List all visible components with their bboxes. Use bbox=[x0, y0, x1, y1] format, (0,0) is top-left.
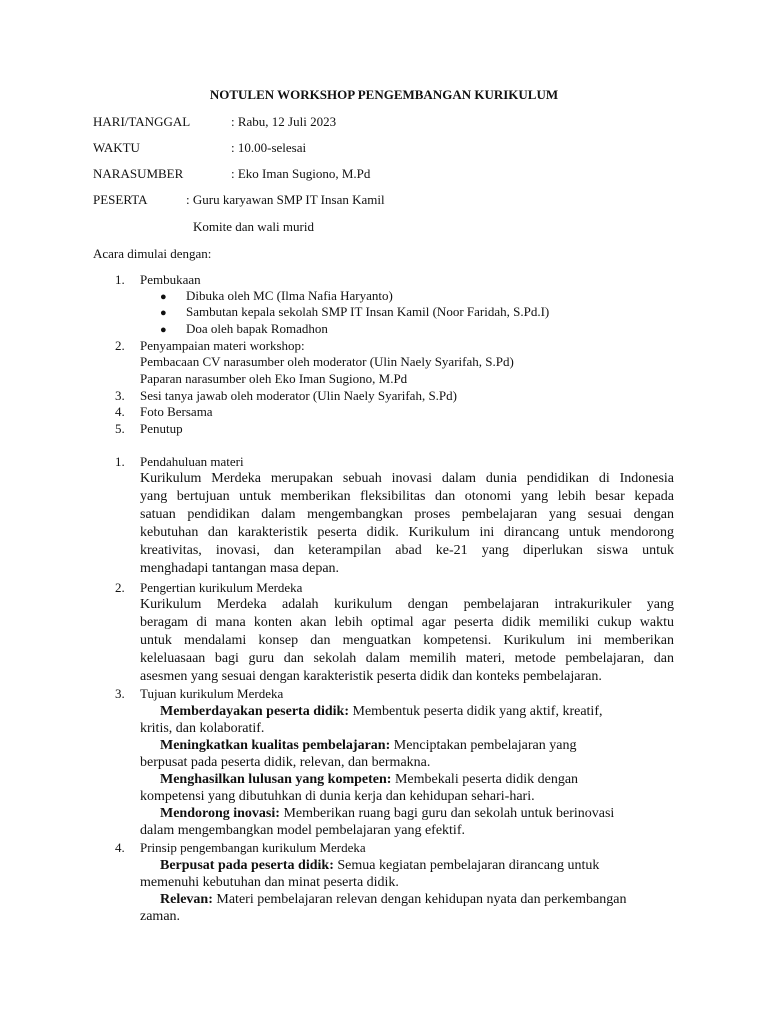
waktu-label: WAKTU bbox=[93, 140, 140, 155]
section-num: 1. bbox=[115, 454, 125, 469]
tujuan-point: Memberdayakan peserta didik: Membentuk peserta didik yang aktif, kreatif, bbox=[160, 704, 603, 719]
section-num: 4. bbox=[115, 840, 125, 855]
prinsip-point: Relevan: Materi pembelajaran relevan dengan kehidupan nyata dan perkembangan bbox=[160, 892, 627, 907]
agenda-item: Pembukaan bbox=[140, 272, 201, 287]
section-num: 2. bbox=[115, 580, 125, 595]
hari-value: : Rabu, 12 Juli 2023 bbox=[231, 114, 337, 129]
penyampaian-line: Pembacaan CV narasumber oleh moderator (Ulin Naely Syarifah, S.Pd) bbox=[140, 354, 514, 369]
pembukaan-item: Sambutan kepala sekolah SMP IT Insan Kamil (Noor Faridah, S.Pd.I) bbox=[186, 304, 550, 319]
section-heading: Pendahuluan materi bbox=[140, 454, 244, 469]
narasumber-value: : Eko Iman Sugiono, M.Pd bbox=[231, 166, 371, 181]
waktu-value: : 10.00-selesai bbox=[231, 140, 307, 155]
agenda-item: Sesi tanya jawab oleh moderator (Ulin Naely Syarifah, S.Pd) bbox=[140, 388, 457, 403]
section-heading: Pengertian kurikulum Merdeka bbox=[140, 580, 303, 595]
bullet-icon: ● bbox=[160, 307, 167, 319]
prinsip-point-cont: zaman. bbox=[140, 909, 181, 924]
narasumber-label: NARASUMBER bbox=[93, 166, 184, 181]
tujuan-point-cont: kompetensi yang dibutuhkan di dunia kerja dan kehidupan sehari-hari. bbox=[140, 789, 535, 804]
prinsip-point: Berpusat pada peserta didik: Semua kegiatan pembelajaran dirancang untuk bbox=[160, 858, 600, 873]
bullet-icon: ● bbox=[160, 324, 167, 336]
agenda-item: Foto Bersama bbox=[140, 404, 213, 419]
penyampaian-line: Paparan narasumber oleh Eko Iman Sugiono, M.Pd bbox=[140, 371, 408, 386]
section-paragraph: Kurikulum Merdeka merupakan sebuah inovasi dalam dunia pendidikan di Indonesia yang bertujuan untuk memberikan fleksibilitas dan otonomi yang lebih besar kepada satuan pendidikan dalam mengembangkan proses pembelajaran yang sesuai dengan kebutuhan dan karakteristik peserta didik. Kurikulum ini dirancang untuk mendorong kreativitas, inovasi, dan keterampilan abad ke-21 yang diperlukan siswa untuk menghadapi tantangan masa depan. bbox=[140, 471, 674, 576]
agenda-num: 1. bbox=[115, 272, 125, 287]
hari-label: HARI/TANGGAL bbox=[93, 114, 191, 129]
agenda-num: 2. bbox=[115, 338, 125, 353]
tujuan-list bbox=[140, 703, 674, 839]
agenda-num: 4. bbox=[115, 404, 125, 419]
prinsip-point-cont: memenuhi kebutuhan dan minat peserta didik. bbox=[140, 875, 399, 890]
tujuan-point-cont: kritis, dan kolaboratif. bbox=[140, 721, 265, 736]
acara-intro: Acara dimulai dengan: bbox=[93, 246, 212, 261]
prinsip-list bbox=[140, 857, 674, 925]
tujuan-point-cont: berpusat pada peserta didik, relevan, dan bermakna. bbox=[140, 755, 431, 770]
section-heading: Prinsip pengembangan kurikulum Merdeka bbox=[140, 840, 366, 855]
tujuan-point: Meningkatkan kualitas pembelajaran: Menciptakan pembelajaran yang bbox=[160, 738, 577, 753]
bullet-icon: ● bbox=[160, 291, 167, 303]
pembukaan-item: Dibuka oleh MC (Ilma Nafia Haryanto) bbox=[186, 288, 393, 303]
agenda-num: 5. bbox=[115, 421, 125, 436]
peserta-label: PESERTA bbox=[93, 192, 148, 207]
tujuan-point: Menghasilkan lulusan yang kompeten: Membekali peserta didik dengan bbox=[160, 772, 579, 787]
agenda-item: Penyampaian materi workshop: bbox=[140, 338, 305, 353]
section-paragraph: Kurikulum Merdeka adalah kurikulum dengan pembelajaran intrakurikuler yang beragam di mana konten akan lebih optimal agar peserta didik memiliki cukup waktu untuk mendalami konsep dan menguatkan kompetensi. Kurikulum ini memberikan keleluasaan bagi guru dan sekolah dalam memilih materi, metode pembelajaran, dan asesmen yang sesuai dengan karakteristik peserta didik dan konteks pembelajaran. bbox=[140, 597, 674, 684]
peserta-value: : Guru karyawan SMP IT Insan Kamil bbox=[186, 192, 385, 207]
section-heading: Tujuan kurikulum Merdeka bbox=[140, 686, 284, 701]
agenda-num: 3. bbox=[115, 388, 125, 403]
document-title: NOTULEN WORKSHOP PENGEMBANGAN KURIKULUM bbox=[209, 87, 559, 102]
agenda-item: Penutup bbox=[140, 421, 183, 436]
section-num: 3. bbox=[115, 686, 125, 701]
pembukaan-item: Doa oleh bapak Romadhon bbox=[186, 321, 328, 336]
peserta-value-2: Komite dan wali murid bbox=[193, 219, 314, 234]
tujuan-point-cont: dalam mengembangkan model pembelajaran yang efektif. bbox=[140, 823, 465, 838]
tujuan-point: Mendorong inovasi: Memberikan ruang bagi guru dan sekolah untuk berinovasi bbox=[160, 806, 615, 821]
